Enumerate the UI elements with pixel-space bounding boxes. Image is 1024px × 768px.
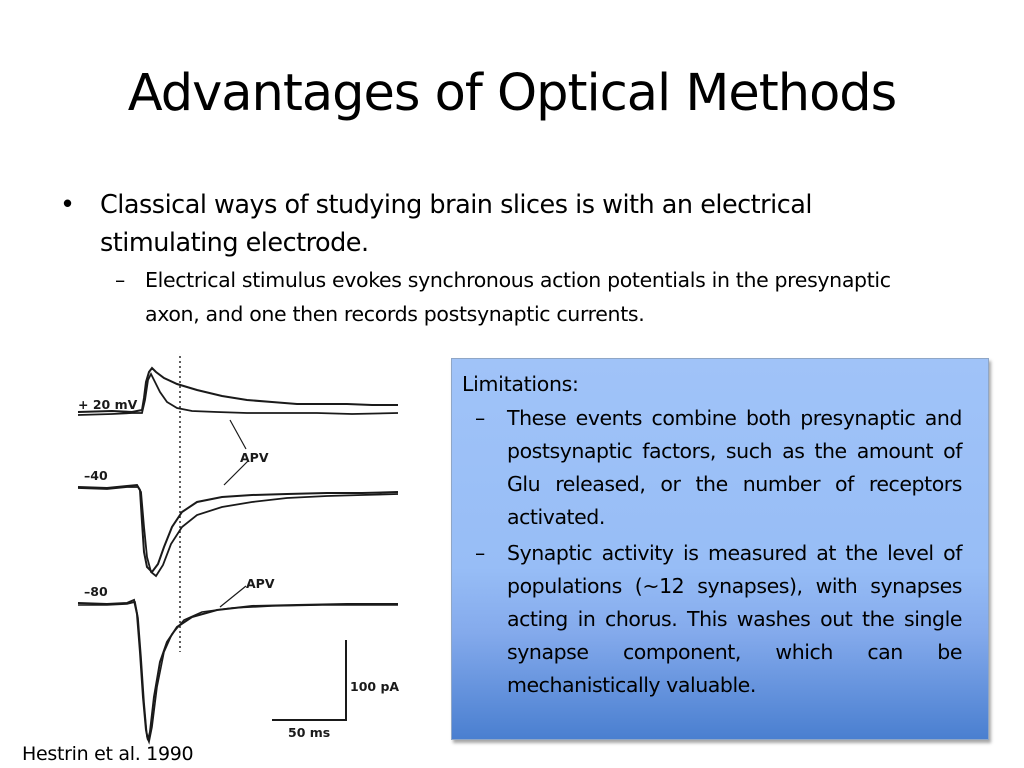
sub-bullet-marker: – bbox=[115, 268, 125, 292]
trace-minus80-apv bbox=[78, 602, 398, 742]
trace-minus40-control bbox=[78, 485, 398, 572]
trace-plot bbox=[72, 352, 422, 747]
limitation-item bbox=[462, 402, 962, 534]
apv-pointer-line bbox=[230, 420, 246, 449]
apv-label: APV bbox=[240, 450, 269, 465]
bullet-marker: • bbox=[60, 190, 75, 220]
figure-citation: Hestrin et al. 1990 bbox=[22, 743, 194, 765]
scale-bar bbox=[272, 640, 346, 720]
apv-pointer-line bbox=[220, 586, 246, 607]
limitation-marker: – bbox=[475, 541, 485, 565]
limitations-heading: Limitations: bbox=[462, 372, 579, 396]
scale-label-current: 100 pA bbox=[350, 679, 400, 694]
sub-bullet-item bbox=[56, 263, 905, 331]
limitations-list bbox=[462, 402, 962, 702]
limitation-text: Synaptic activity is measured at the level of populations (~12 synapses), with synapses acting in chorus. This washes out the single synapse component, which can be mechanistically valuable. bbox=[507, 541, 962, 697]
bullet-list bbox=[56, 186, 956, 331]
trace-minus80-control bbox=[78, 600, 398, 740]
bullet-text: Classical ways of studying brain slices is with an electrical stimulating electrode. bbox=[100, 190, 812, 258]
limitation-item bbox=[462, 537, 962, 702]
trace-label-minus80: –80 bbox=[84, 584, 108, 599]
electrophysiology-figure bbox=[72, 352, 422, 747]
trace-minus40-apv bbox=[78, 487, 398, 576]
limitations-box bbox=[451, 358, 989, 740]
trace-label-plus20: + 20 mV bbox=[78, 397, 138, 412]
sub-bullet-text: Electrical stimulus evokes synchronous action potentials in the presynaptic axon, and one then records postsynaptic currents. bbox=[145, 268, 891, 326]
trace-label-minus40: –40 bbox=[84, 468, 108, 483]
limitation-marker: – bbox=[475, 406, 485, 430]
scale-label-time: 50 ms bbox=[288, 725, 331, 740]
slide-title: Advantages of Optical Methods bbox=[127, 64, 897, 123]
limitation-text: These events combine both presynaptic and postsynaptic factors, such as the amount of Glu released, or the number of receptors activated. bbox=[507, 406, 962, 529]
apv-label: APV bbox=[246, 576, 275, 591]
bullet-item bbox=[56, 186, 956, 262]
